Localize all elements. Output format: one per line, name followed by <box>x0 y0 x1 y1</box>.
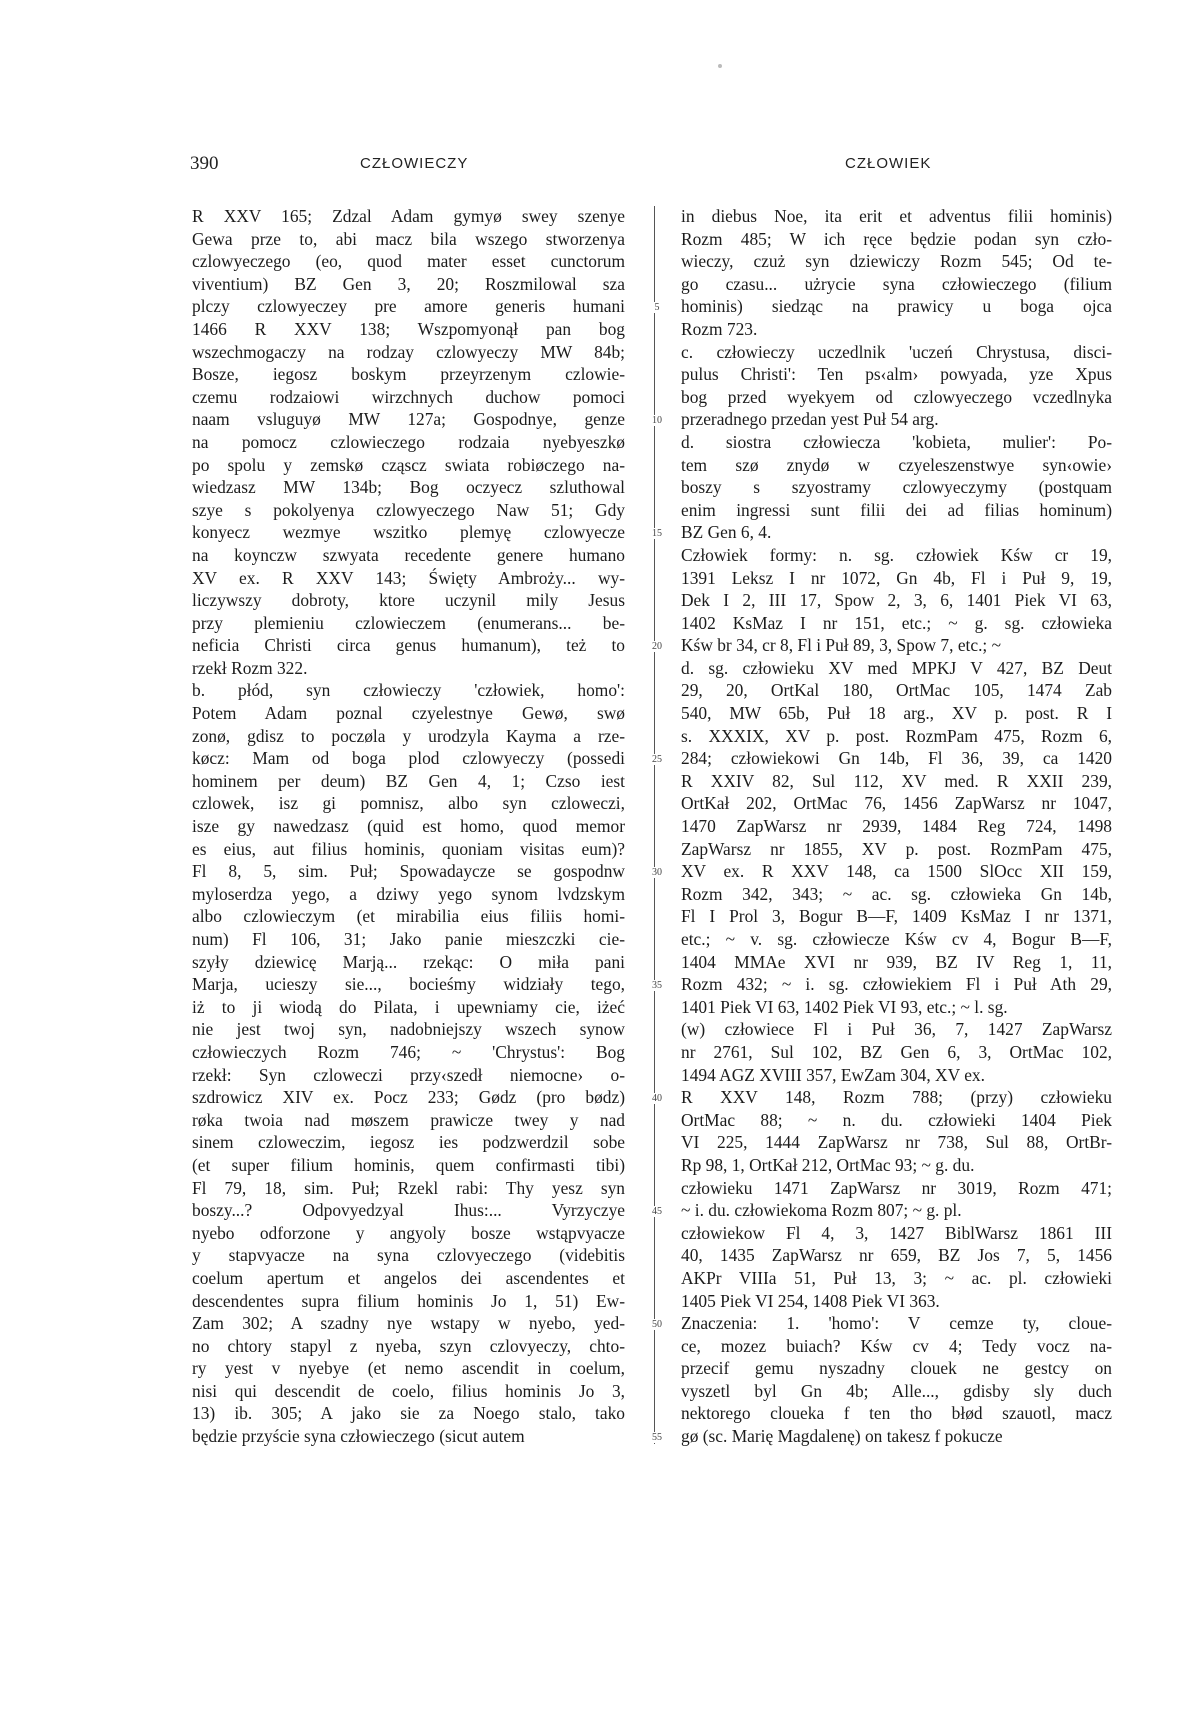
text-line: liczywszy dobroty, ktore uczynil mily Jesus <box>192 590 625 611</box>
text-line: viventium) BZ Gen 3, 20; Roszmilowal sza <box>192 273 625 294</box>
text-line: OrtKał 202, OrtMac 76, 1456 ZapWarsz nr 1047, <box>681 793 1112 814</box>
line-number: 35 <box>646 980 668 991</box>
text-line: 1391 Leksz I nr 1072, Gn 4b, Fl i Puł 9, 19, <box>681 567 1112 588</box>
text-line: 1466 R XXV 138; Wszpomyonął pan bog <box>192 318 625 339</box>
left-column <box>192 206 625 1449</box>
text-line: c. człowieczy uczedlnik 'uczeń Chrystusa, disci- <box>681 341 1112 362</box>
text-line: neficia Christi circa genus humanum), też to <box>192 635 625 656</box>
text-line: Rozm 342, 343; ~ ac. sg. człowieka Gn 14b, <box>681 883 1112 904</box>
running-head-left: CZŁOWIECZY <box>360 155 469 172</box>
text-line: y stapvyacze na syna czlovyeczego (videbitis <box>192 1245 625 1266</box>
text-line: descendentes supra filium hominis Jo 1, 51) Ew- <box>192 1290 625 1311</box>
text-line: 1402 KsMaz I nr 151, etc.; ~ g. sg. człowieka <box>681 612 1112 633</box>
column-divider <box>654 206 655 1444</box>
text-line: coelum apertum et angelos dei ascendentes et <box>192 1267 625 1288</box>
text-line: 540, MW 65b, Puł 18 arg., XV p. post. R I <box>681 703 1112 724</box>
page-number: 390 <box>190 153 219 174</box>
text-line: czemu rodzaiowi wirzchnych duchow pomoci <box>192 386 625 407</box>
text-line: bog przed wyekyem od czlowyeczego vczedlnyka <box>681 386 1112 407</box>
text-line: wiedzasz MW 134b; Bog oczyecz szluthowal <box>192 477 625 498</box>
text-line: 1401 Piek VI 63, 1402 Piek VI 93, etc.; ~ l. sg. <box>681 996 1008 1017</box>
text-line: Marja, ucieszy sie..., bocieśmy widziały tego, <box>192 974 625 995</box>
text-line: Rozm 723. <box>681 318 758 339</box>
text-line: Bosze, iegosz boskym przeyrzenym czlowie- <box>192 364 625 385</box>
text-line: na koynczw szwyata recedente genere humano <box>192 544 625 565</box>
text-line: b. płód, syn człowieczy 'człowiek, homo': <box>192 680 625 701</box>
text-line: enim ingressi sunt filii dei ad filias hominum) <box>681 499 1112 520</box>
text-line: przy plemieniu czlowieczem (enumerans... be- <box>192 612 625 633</box>
text-line: wieczy, czuż syn dziewiczy Rozm 545; Od te- <box>681 251 1112 272</box>
line-number: 45 <box>646 1206 668 1217</box>
text-line: będzie przyście syna człowieczego (sicut autem <box>192 1426 525 1447</box>
text-line: røka twoia nad møszem prawicze twey y nad <box>192 1109 625 1130</box>
running-head-right: CZŁOWIEK <box>845 155 932 172</box>
text-line: 40, 1435 ZapWarsz nr 659, BZ Jos 7, 5, 1456 <box>681 1245 1112 1266</box>
text-line: vyszetl byl Gn 4b; Alle..., gdisby sly duch <box>681 1380 1112 1401</box>
text-line: czlowyeczego (eo, quod mater esset cunctorum <box>192 251 625 272</box>
text-line: Rozm 485; W ich ręce będzie podan syn czło- <box>681 228 1112 249</box>
scan-speck <box>718 64 722 68</box>
text-line: OrtMac 88; ~ n. du. człowieki 1404 Piek <box>681 1109 1112 1130</box>
text-line: Fl I Prol 3, Bogur B—F, 1409 KsMaz I nr 1371, <box>681 906 1112 927</box>
line-number: 15 <box>646 528 668 539</box>
text-line: nisi qui descendit de coelo, filius hominis Jo 3, <box>192 1380 625 1401</box>
text-line: człowiekow Fl 4, 3, 1427 BiblWarsz 1861 III <box>681 1222 1112 1243</box>
line-number: 5 <box>646 302 668 313</box>
text-line: nektorego cloueka f ten tho błød szauotl, macz <box>681 1403 1112 1424</box>
text-line: no chtory stapyl z nyeba, szyn czlovyeczy, chto- <box>192 1335 625 1356</box>
text-line: 1404 MMAe XVI nr 939, BZ IV Reg 1, 11, <box>681 951 1112 972</box>
text-line: boszy...? Odpovyedzyal Ihus:... Vyrzyczye <box>192 1200 625 1221</box>
text-line: boszy s szyostramy czlowyeczymy (postquam <box>681 477 1112 498</box>
text-line: rzekł: Syn czloweczi przy‹szedł niemocne› o- <box>192 1064 625 1085</box>
text-line: isze gy nawedzasz (quid est homo, quod memor <box>192 816 625 837</box>
text-line: (et super filium hominis, quem confirmasti tibi) <box>192 1154 625 1175</box>
text-line: po spolu y zemskø cząscz swiata robiøczego na- <box>192 454 625 475</box>
text-line: czlowek, isz gi pomnisz, albo syn czloweczi, <box>192 793 625 814</box>
text-line: in diebus Noe, ita erit et adventus filii hominis) <box>681 206 1112 226</box>
text-line: Rp 98, 1, OrtKał 212, OrtMac 93; ~ g. du. <box>681 1154 975 1175</box>
text-line: ce, mozez buiach? Kśw cv 4; Tedy vocz na- <box>681 1335 1112 1356</box>
text-line: R XXIV 82, Sul 112, XV med. R XXII 239, <box>681 770 1112 791</box>
line-number: 55 <box>646 1432 668 1443</box>
text-line: VI 225, 1444 ZapWarsz nr 738, Sul 88, OrtBr- <box>681 1132 1112 1153</box>
text-line: iż to ji wiodą do Pilata, i upewniamy cie, iżeć <box>192 996 625 1017</box>
text-line: AKPr VIIIa 51, Puł 13, 3; ~ ac. pl. człowieki <box>681 1267 1112 1288</box>
text-line: konyecz wezmye wszitko plemyę czlowyecze <box>192 522 625 543</box>
text-line: pulus Christi': Ten ps‹alm› powyada, yze Xpus <box>681 364 1112 385</box>
text-line: Gewa prze to, abi macz bila wszego stworzenya <box>192 228 625 249</box>
line-number: 10 <box>646 415 668 426</box>
text-line: ZapWarsz nr 1855, XV p. post. RozmPam 475, <box>681 838 1112 859</box>
text-line: BZ Gen 6, 4. <box>681 522 772 543</box>
text-line: es eius, aut filius hominis, quoniam visitas eum)? <box>192 838 625 859</box>
text-line: 1405 Piek VI 254, 1408 Piek VI 363. <box>681 1290 940 1311</box>
text-line: Zam 302; A szadny nye wstapy w nyebo, yed- <box>192 1313 625 1334</box>
line-number: 20 <box>646 641 668 652</box>
text-line: plczy czlowyeczey pre amore generis humani <box>192 296 625 317</box>
text-line: s. XXXIX, XV p. post. RozmPam 475, Rozm 6, <box>681 725 1112 746</box>
line-number: 50 <box>646 1319 668 1330</box>
text-line: ry yest v nyebye (et nemo ascendit in coelum, <box>192 1358 625 1379</box>
text-line: gø (sc. Marię Magdalenę) on takesz f pokucze <box>681 1426 1003 1447</box>
text-line: Kśw br 34, cr 8, Fl i Puł 89, 3, Spow 7, etc.; ~ <box>681 635 1002 656</box>
text-line: szdrowicz XIV ex. Pocz 233; Gødz (pro bødz) <box>192 1087 625 1108</box>
text-line: przecif gemu nyszadny clouek ne gestcy on <box>681 1358 1112 1379</box>
text-line: naam vsluguyø MW 127a; Gospodnye, genze <box>192 409 625 430</box>
text-line: człowieku 1471 ZapWarsz nr 3019, Rozm 471; <box>681 1177 1112 1198</box>
text-line: XV ex. R XXV 143; Święty Ambroży... wy- <box>192 567 625 588</box>
text-line: 1494 AGZ XVIII 357, EwZam 304, XV ex. <box>681 1064 985 1085</box>
text-line: rzekł Rozm 322. <box>192 657 308 678</box>
text-line: num) Fl 106, 31; Jako panie mieszczki cie- <box>192 929 625 949</box>
text-line: XV ex. R XXV 148, ca 1500 SlOcc XII 159, <box>681 861 1112 882</box>
line-number: 30 <box>646 867 668 878</box>
text-line: køcz: Mam od boga plod czlowyeczy (possedi <box>192 748 625 769</box>
text-line: R XXV 165; Zdzal Adam gymyø swey szenye <box>192 206 625 226</box>
text-line: 284; człowiekowi Gn 14b, Fl 36, 39, ca 1420 <box>681 748 1112 769</box>
text-line: go czasu... użrycie syna człowieczego (filium <box>681 273 1112 294</box>
text-line: hominem per deum) BZ Gen 4, 1; Czso iest <box>192 770 625 791</box>
text-line: hominis) siedząc na prawicy u boga ojca <box>681 296 1112 317</box>
line-number: 40 <box>646 1093 668 1104</box>
text-line: przeradnego przedan yest Puł 54 arg. <box>681 409 939 430</box>
text-line: d. siostra człowiecza 'kobieta, mulier': Po- <box>681 431 1112 452</box>
text-line: ~ i. du. człowiekoma Rozm 807; ~ g. pl. <box>681 1200 962 1221</box>
text-line: nyebo odforzone y angyoly bosze wstąpvyacze <box>192 1222 625 1243</box>
text-line: wszechmogaczy na rodzay czlowyeczy MW 84b; <box>192 341 625 362</box>
text-line: tem szø znydø w czyeleszenstwye syn‹owie› <box>681 454 1112 475</box>
text-line: Dek I 2, III 17, Spow 2, 3, 6, 1401 Piek VI 63, <box>681 590 1112 611</box>
text-line: Fl 79, 18, sim. Puł; Rzekl rabi: Thy yesz syn <box>192 1177 625 1198</box>
text-line: Znaczenia: 1. 'homo': V cemze ty, cloue- <box>681 1313 1112 1334</box>
text-line: (w) człowiece Fl i Puł 36, 7, 1427 ZapWarsz <box>681 1019 1112 1040</box>
text-line: Potem Adam poznal czyelestnye Gewø, swø <box>192 703 625 724</box>
text-line: R XXV 148, Rozm 788; (przy) człowieku <box>681 1087 1112 1108</box>
text-line: nie jest twoj syn, nadobniejszy wszech synow <box>192 1019 625 1040</box>
text-line: szyły dziewicę Marją... rzekąc: O miła pani <box>192 951 625 972</box>
text-line: 1470 ZapWarsz nr 2939, 1484 Reg 724, 1498 <box>681 816 1112 837</box>
text-line: na pomocz czlowieczego rodzaia nyebyeszkø <box>192 431 625 452</box>
text-line: myloserdza yego, a dziwy yego synom lvdzskym <box>192 883 625 904</box>
text-line: Fl 8, 5, sim. Puł; Spowadaycze se gospodnw <box>192 861 625 882</box>
text-line: Rozm 432; ~ i. sg. człowiekiem Fl i Puł Ath 29, <box>681 974 1112 995</box>
right-column <box>681 206 1112 1449</box>
text-line: człowieczych Rozm 746; ~ 'Chrystus': Bog <box>192 1041 625 1062</box>
text-line: sinem czloweczim, iegosz ies podzwerdzil sobe <box>192 1132 625 1153</box>
line-number: 25 <box>646 754 668 765</box>
text-line: szye s pokolyenya czlowyeczego Naw 51; Gdy <box>192 499 625 520</box>
text-line: 13) ib. 305; A jako sie za Noego stalo, tako <box>192 1403 625 1424</box>
text-line: etc.; ~ v. sg. człowiecze Kśw cv 4, Bogur B—F, <box>681 929 1112 949</box>
text-line: d. sg. człowieku XV med MPKJ V 427, BZ Deut <box>681 657 1112 678</box>
text-line: 29, 20, OrtKal 180, OrtMac 105, 1474 Zab <box>681 680 1112 701</box>
text-line: zonø, gdisz to poczøla y urodzyla Kayma a rze- <box>192 725 625 746</box>
text-line: albo czlowieczym (et mirabilia eius filiis homi- <box>192 906 625 927</box>
text-line: nr 2761, Sul 102, BZ Gen 6, 3, OrtMac 102, <box>681 1041 1112 1062</box>
text-line: Człowiek formy: n. sg. człowiek Kśw cr 19, <box>681 544 1112 565</box>
